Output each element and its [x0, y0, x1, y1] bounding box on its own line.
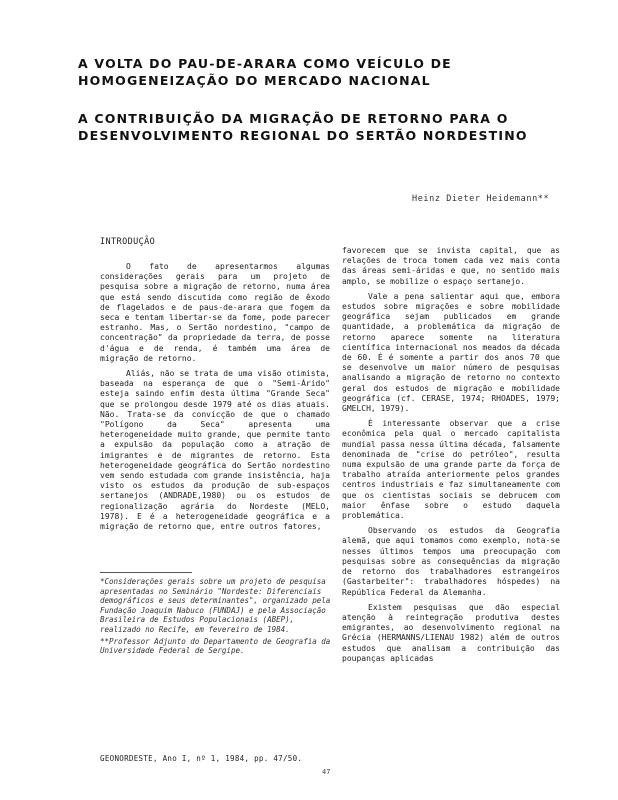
paragraph: Vale a pena salientar aqui que, embora estudos sobre migrações e sobre mobilidade geográfica sejam publicados em grande quantidade, a problemática da migração de retorno aparece somente na literatura científica internacional nos meados da década de 60. É é somente a partir dos anos 70 que se desenvolve um maior número de pesquisas analisando a migração de retorno no contexto geral dos estudos de migração e mobilidade geográfica (cf. CERASE, 1974; RHOADES, 1979; GMELCH, 1979). [342, 291, 560, 414]
paragraph: Existem pesquisas que dão especial atenção à reintegração produtiva destes emigrantes, ao desenvolvimento regional na Grécia (HERMANNS/LIENAU 1982) além de outros estudos que analisam a contribuição das poupanças aplicadas [342, 602, 560, 663]
footnote: *Considerações gerais sobre um projeto de pesquisa apresentadas no Seminário "Nordeste: Diferenciais demográficos e seus determinantes", organizado pela Fundação Joaquim Nabuco (FUNDAJ) e pela Associação Brasileira de Estudos Populacionais (ABEP), realizado no Recife, em fevereiro de 1984. [100, 577, 331, 634]
author-name: Heinz Dieter Heidemann** [412, 194, 550, 204]
article-subtitle: A CONTRIBUIÇÃO DA MIGRAÇÃO DE RETORNO PARA O DESENVOLVIMENTO REGIONAL DO SERTÃO NORDESTINO [78, 111, 528, 143]
paragraph: É interessante observar que a crise econômica pela qual o mercado capitalista mundial passa nessa última década, falsamente denominada de "crise do petróleo", resulta numa expulsão de uma grande parte da força de trabalho atraída anteriormente pelos grandes centros industriais e faz simultaneamente com que os cientistas sociais se debrucem com maior ênfase sobre o estudo daquela problemática. [342, 419, 560, 521]
footnote-divider [100, 572, 192, 573]
page-number: 47 [322, 768, 331, 776]
journal-citation: GEONORDESTE, Ano I, nº 1, 1984, pp. 47/50. [100, 754, 303, 763]
paragraph: Observando os estudos da Geografia alemã, que aqui tomamos como exemplo, nota-se nesses últimos tempos uma preocupação com pesquisas sobre as consequências da migração de retorno dos trabalhadores estrangeiros (Gastarbeiter": trabalhadores hóspedes) na República Federal da Alemanha. [342, 526, 560, 597]
section-heading: INTRODUÇÃO [100, 237, 156, 247]
footnotes [100, 577, 332, 658]
paragraph: O fato de apresentarmos algumas considerações gerais para um projeto de pesquisa sobre a migração de retorno, numa área que está sendo discutida como região de êxodo de flagelados e de paus-de-arara que fogem da seca e tentam libertar-se da fome, pode parecer estranho. Mas, o Sertão nordestino, "campo de concentração" da propriedade da terra, de posse d'água e de renda, é também uma área de migração de retorno. [100, 262, 330, 363]
paragraph: favorecem que se invista capital, que as relações de troca tomem cada vez mais conta das áreas semi-áridas e que, no sentido mais amplo, se mobilize o espaço sertanejo. [342, 246, 560, 286]
left-column [100, 262, 330, 537]
right-column [342, 246, 560, 669]
paragraph: Aliás, não se trata de uma visão otimista, baseada na esperança de que o "Semi-Árido" esteja saindo enfim desta última "Grande Seca" que se prolongou desde 1979 até os dias atuais. Não. Trata-se da convicção de que o chamado "Polígono da Seca" apresenta uma heterogeneidade muito grande, que permite tanto a expulsão da população como a atração de imigrantes e de migrantes de retorno. Esta heterogeneidade geográfica do Sertão nordestino vem sendo estudada com grande insistência, haja visto os estudos da produção de sub-espaços sertanejos (ANDRADE,1980) ou os estudos de regionalização agrária do Nordeste (MELO, 1978). E é a heterogeneidade geográfica e a migração de retorno que, entre outros fatores, [100, 369, 330, 532]
footnote: **Professor Adjunto do Departamento de Geografia da Universidade Federal de Sergipe. [100, 636, 331, 656]
article-title: A VOLTA DO PAU-DE-ARARA COMO VEÍCULO DE HOMOGENEIZAÇÃO DO MERCADO NACIONAL [78, 56, 452, 88]
